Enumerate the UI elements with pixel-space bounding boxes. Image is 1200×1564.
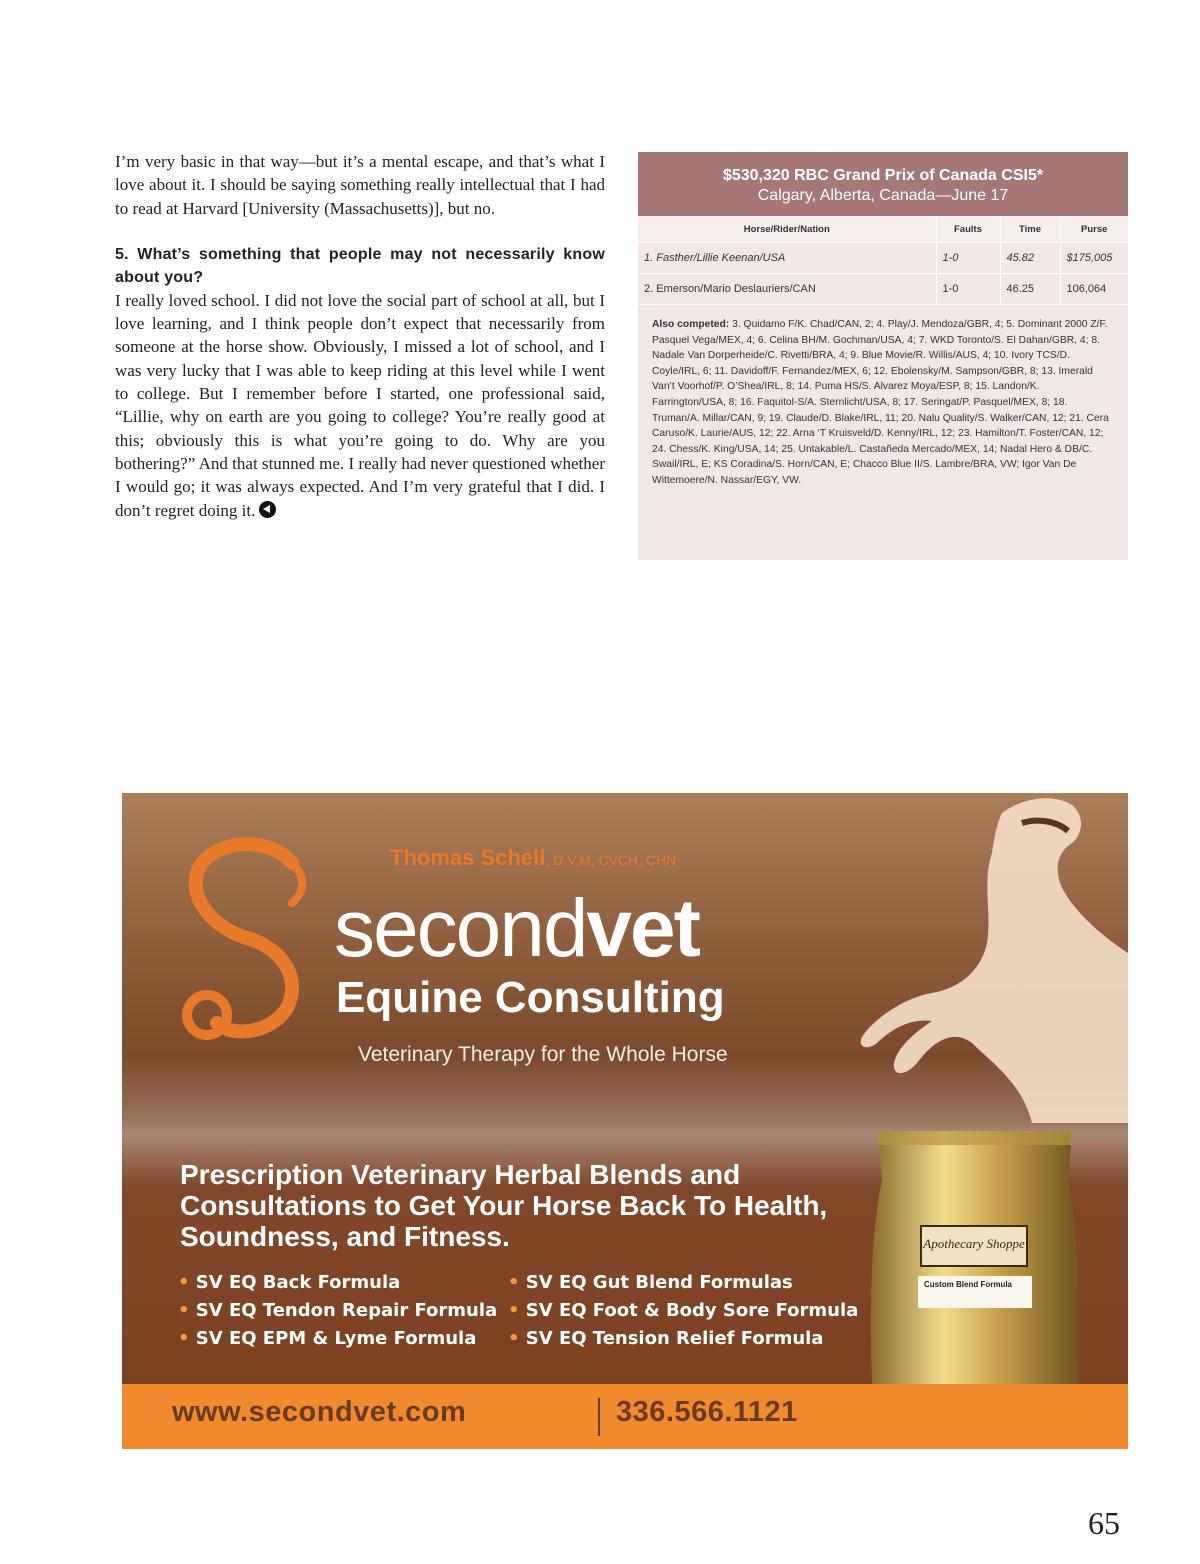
question-heading: 5. What’s something that people may not necessarily know about you? xyxy=(115,245,605,286)
bag-label: Apothecary Shoppe xyxy=(920,1225,1028,1267)
stethoscope-s-icon xyxy=(172,833,322,1043)
article-paragraph: I’m very basic in that way—but it’s a mental escape, and that’s what I love about it. I should be saying something really intellectual that I had to read at Harvard [University (Massachusetts)], but no. xyxy=(115,152,605,218)
page-number: 65 xyxy=(1088,1505,1120,1541)
product-item: • SV EQ Gut Blend Formulas xyxy=(508,1269,858,1297)
article-column xyxy=(115,150,605,522)
table-row xyxy=(638,243,1128,274)
product-item: • SV EQ Back Formula xyxy=(178,1269,497,1297)
table-row xyxy=(638,274,1128,305)
end-of-article-icon xyxy=(259,501,276,518)
article-text: I really loved school. I did not love the social part of school at all, but I love learning, and I think people don’t expect that necessarily from someone at the horse show. Obviously, I missed a lot of school, and I was very lucky that I was able to keep riding at this level while I went to college. But I remember before I started, one professional said, “Lillie, why on earth are you going to college? You’re really good at this; obviously this is what you’re going to do. Why are you bothering?” And that stunned me. I really had never questioned whether I would go; it was always expected. And I’m very grateful that I did. I don’t regret doing it. xyxy=(115,290,605,520)
ad-headline: Prescription Veterinary Herbal Blends and Consultations to Get Your Horse Back To Health, Soundness, and Fitness. xyxy=(180,1159,828,1252)
table-header-row xyxy=(638,216,1128,243)
results-title: $530,320 RBC Grand Prix of Canada CSI5* xyxy=(722,167,1044,184)
divider xyxy=(598,1398,600,1436)
cell-time: 45.82 xyxy=(1000,243,1060,274)
tagline: Veterinary Therapy for the Whole Horse xyxy=(358,1043,728,1066)
brand-light: second xyxy=(334,883,587,974)
cell-purse: $175,005 xyxy=(1060,243,1128,274)
results-header xyxy=(638,152,1128,216)
also-competed xyxy=(638,305,1128,489)
doctor-name xyxy=(390,845,676,871)
cell-entry: 2. Emerson/Mario Deslauriers/CAN xyxy=(638,274,936,305)
product-list-right xyxy=(508,1269,858,1353)
column-header: Purse xyxy=(1060,216,1128,243)
secondvet-advertisement[interactable] xyxy=(122,793,1128,1449)
bag-custom-label: Custom Blend Formula xyxy=(918,1276,1032,1308)
cell-time: 46.25 xyxy=(1000,274,1060,305)
results-table xyxy=(638,216,1128,305)
cell-faults: 1-0 xyxy=(936,274,1000,305)
product-item: • SV EQ Tendon Repair Formula xyxy=(178,1297,497,1325)
also-competed-text: 3. Quidamo F/K. Chad/CAN, 2; 4. Play/J. Mendoza/GBR, 4; 5. Dominant 2000 Z/F. Pasquel Vega/MEX, 4; 6. Celina BH/M. Gochman/USA, 4; 7. WKD Toronto/S. El Dahan/GBR, 4; 8. Nadale Van Dorperheide/C. Rivetti/BRA, 4; 9. Blue Movie/R. Willis/AUS, 4; 10. Ivory TCS/D. Coyle/IRL, 6; 11. Davidoff/F. Fernandez/MEX, 6; 12. Ebolensky/M. Sampson/GBR, 8; 13. Imerald Van’t Voorhof/P. O’Shea/IRL, 8; 14. Puma HS/S. Alvarez Moya/ESP, 8; 15. Landon/K. Farrington/USA, 8; 16. Faquitol-S/A. Sternlicht/USA, 8; 17. Seringat/P. Pasquel/MEX, 8; 18. Truman/A. Millar/CAN, 9; 19. Claude/D. Blake/IRL, 11; 20. Nalu Quality/S. Walker/CAN, 12; 21. Cera Caruso/K. Laurie/AUS, 12; 22. Arna ‘T Kruisveld/D. Kenny/IRL, 12; 23. Hamilton/T. Foster/CAN, 12; 24. Chess/K. King/USA, 14; 25. Untakable/L. Castañeda Mercado/MEX, 14; Nadal Hero & DB/C. Swail/IRL, E; KS Coradina/S. Horn/CAN, E; Chacco Blue II/S. Lambre/BRA, VW; Igor Van De Wittemoere/N. Nassar/EGY, VW. xyxy=(652,319,1109,486)
contact-bar xyxy=(122,1384,1128,1449)
cell-faults: 1-0 xyxy=(936,243,1000,274)
product-list-left xyxy=(178,1269,497,1353)
rearing-horse-image xyxy=(822,793,1128,1123)
article-paragraph xyxy=(115,289,605,522)
doctor-credentials: , D.V.M, CVCH, CHN xyxy=(545,852,677,868)
column-header: Horse/Rider/Nation xyxy=(638,216,936,243)
phone-number[interactable]: 336.566.1121 xyxy=(616,1396,798,1428)
product-item: • SV EQ Foot & Body Sore Formula xyxy=(508,1297,858,1325)
brand-subtitle: Equine Consulting xyxy=(336,973,725,1022)
brand-name xyxy=(334,883,699,974)
cell-purse: 106,064 xyxy=(1060,274,1128,305)
column-header: Faults xyxy=(936,216,1000,243)
product-item: • SV EQ Tension Relief Formula xyxy=(508,1325,858,1353)
results-subtitle: Calgary, Alberta, Canada—June 17 xyxy=(757,187,1009,204)
column-header: Time xyxy=(1000,216,1060,243)
also-competed-label: Also competed: xyxy=(652,319,730,330)
doctor-name-text: Thomas Schell xyxy=(390,845,546,870)
brand-bold: vet xyxy=(586,883,699,974)
cell-entry: 1. Fasther/Lillie Keenan/USA xyxy=(638,243,936,274)
results-box xyxy=(638,152,1128,560)
website-link[interactable]: www.secondvet.com xyxy=(172,1396,467,1428)
product-item: • SV EQ EPM & Lyme Formula xyxy=(178,1325,497,1353)
